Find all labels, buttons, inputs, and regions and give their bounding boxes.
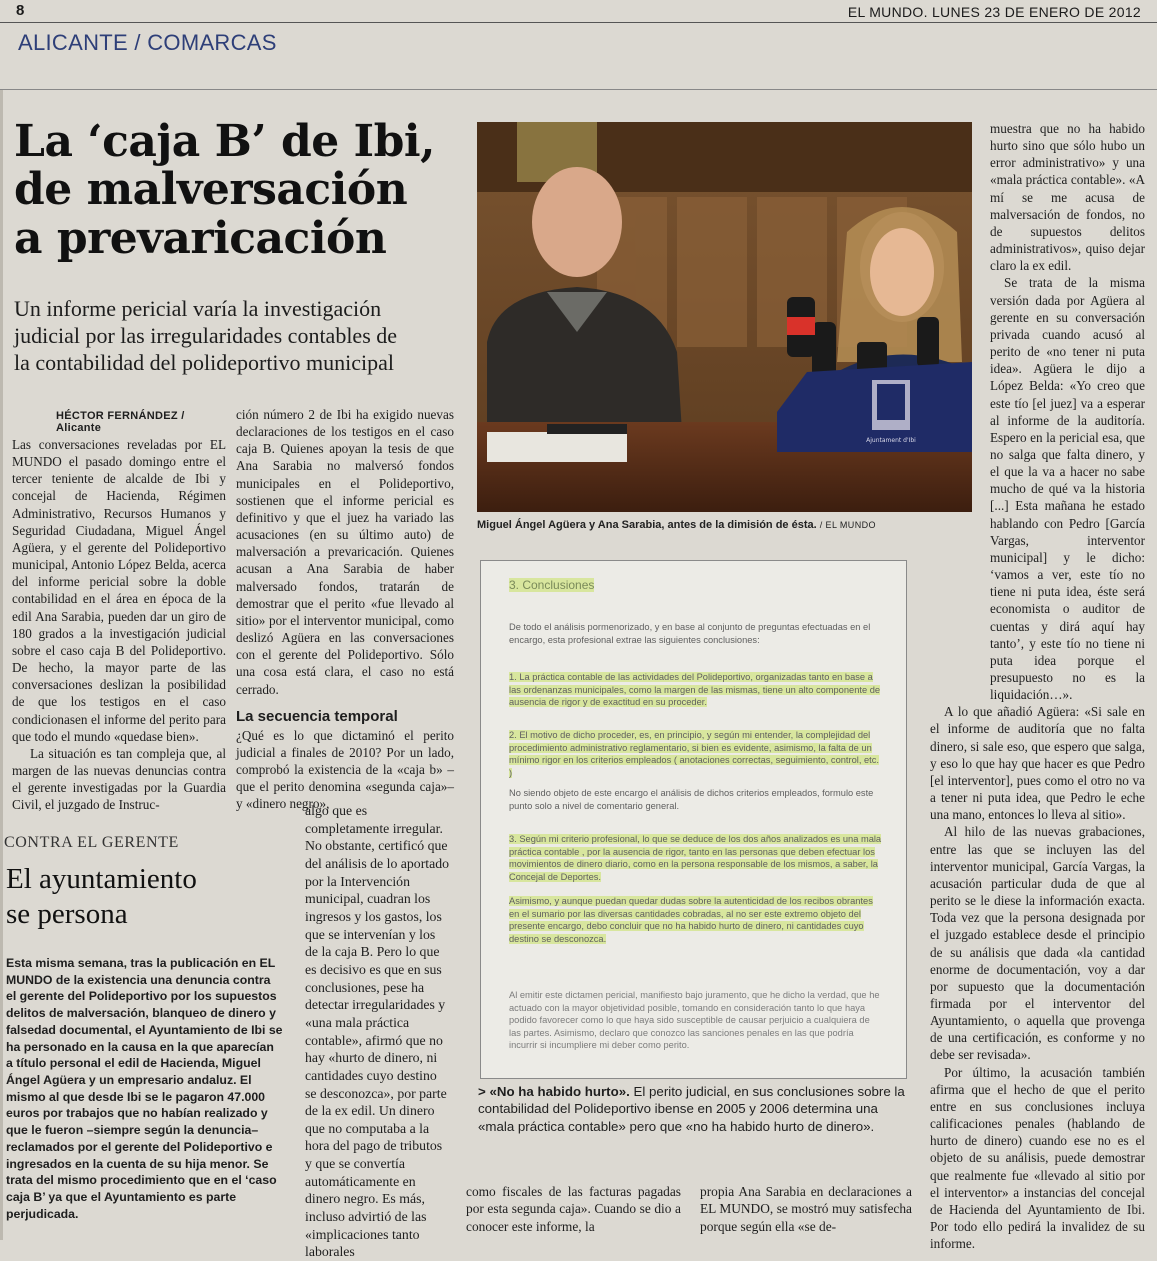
subheadline-line: judicial por las irregularidades contables de (14, 322, 398, 348)
subheadline-line: la contabilidad del polideportivo municipal (14, 349, 395, 375)
doc-item-1-text: 1. La práctica contable de las actividades del Polideportivo, organizadas tanto en base a las ordenanzas municipales, como la margen de las mismas, tiene un alto componente de ausencia de rigor y de exactitud en su proceder. (509, 672, 881, 708)
headline-line: La ‘caja B’ de Ibi, (14, 116, 435, 167)
sidebar-title-line: se persona (6, 897, 128, 930)
doc-intro: De todo el análisis pormenorizado, y en base al conjunto de preguntas efectuadas en el encargo, esta profesional extrae las siguientes conclusiones: (509, 622, 871, 645)
doc-item-3b-text: Asimismo, y aunque puedan quedar dudas sobre la autenticidad de los recibos obrantes en el sumario por las diversas cantidades cobradas, al no ser este extremo objeto del presente encargo, debo concluir que no ha habido hurto de dinero, ni cantidades cuyo destino se desconozca. (509, 896, 873, 944)
document-caption-text: El perito judicial, en sus conclusiones sobre la contabilidad del Polideportivo ibense en 2005 y 2006 determina una «mala práctica contable» pero que «no ha habido hurto de dinero». (478, 1084, 905, 1134)
doc-item-2b: No siendo objeto de este encargo el análisis de dichos criterios empleados, formulo este punto solo a nivel de comentario general. (509, 788, 874, 811)
paragraph: Por último, la acusación también afirma que el hecho de que el perito entre en sus conclusiones incluya calificaciones penales (hablando de hurto de dinero) cuando ese no es el objeto de su análisis, puede demostrar que realmente fue «llevado al sitio por el interventor» a instancias del concejal de Hacienda del Ayuntamiento de Ibi. Por todo ello pedirá la invalidez de su informe. (930, 1064, 1145, 1252)
paragraph: A lo que añadió Agüera: «Si sale en el informe de auditoría que no falta dinero, si sale eso, que espero que salga, y eso lo que hay que hacer es que Pedro [el interventor], pues como el otro no va a tener ni puta idea, que Pedro le eche una mano, entonces lo lleva al sitio». (930, 704, 1145, 823)
paragraph: Las conversaciones reveladas por EL MUNDO el pasado domingo entre el tercer teniente de alcalde de Ibi y concejal de Hacienda, Régimen Administrativo, Recursos Humanos y Seguridad Ciudadana, Miguel Ángel Agüera, y el gerente del Polideportivo municipal, Antonio López Belda, acerca del informe pericial sobre la doble contabilidad en el área en época de la edil Ana Sarabia, pueden dar un giro de 180 grados a la investigación judicial sobre el caso caja B del Polideportivo. De hecho, la mayor parte de las conversaciones deslizan la posibilidad de que los testigos en el caso condicionasen el informe del perito para que todo el mundo «quedase bien». (12, 437, 226, 744)
doc-item-2 (509, 729, 884, 779)
sidebar-title (6, 862, 256, 932)
dateline: EL MUNDO. LUNES 23 DE ENERO DE 2012 (847, 4, 1141, 20)
subheadline (14, 296, 469, 376)
scanned-report-excerpt (480, 560, 907, 1079)
document-caption-lead: > «No ha habido hurto». (478, 1084, 630, 1099)
doc-heading (509, 577, 884, 593)
photo-caption (477, 519, 972, 531)
doc-item-3b (509, 895, 884, 945)
doc-closing: Al emitir este dictamen pericial, manifiesto bajo juramento, que he dicho la verdad, que he actuado con la mayor objetividad posible, tomando en consideración tanto lo que haya podido favorecer como lo que haya sido susceptible de causar perjuicio a cualquiera de las partes. Asimismo, declaro que conozco las sanciones penales en las que podría incurrir si incumpliere mi deber como perito. (509, 990, 880, 1051)
doc-item-2-text: 2. El motivo de dicho proceder, es, en principio, y según mi entender, la complejidad del procedimiento administrativo reglamentario, si bien es evidente, asimismo, la falta de un mínimo rigor en los criterios empleados ( anotaciones correctas, seguimiento, control, etc. ) (509, 730, 879, 778)
sidebar-title-line: El ayuntamiento (6, 863, 197, 895)
caption-text: Miguel Ángel Agüera y Ana Sarabia, antes de la dimisión de ésta. (477, 519, 817, 531)
photo-illustration (477, 122, 972, 512)
article-column-1 (12, 410, 226, 813)
paragraph: ción número 2 de Ibi ha exigido nuevas declaraciones de los testigos en el caso caja B. Quienes apoyan la tesis de que Ana Sarabia no malversó fondos municipales en el Polideportivo, sostienen que el informe pericial es definitivo y que el juez ha variado las acusaciones (en su último auto) de malversación a prevaricación. Quienes acusan a Ana Sarabia de haber malversado fondos, tratarán de demostrar que el perito «fue llevado al sitio» por el interventor municipal, como deslizó Agüera en las conversaciones con el gerente del Polideportivo. Sólo una cosa está clara, el caso no está cerrado. (236, 407, 454, 697)
header-rule (0, 22, 1157, 23)
photo-credit: / EL MUNDO (819, 520, 876, 530)
page-number: 8 (16, 2, 25, 19)
sidebar-kicker: CONTRA EL GERENTE (4, 834, 179, 851)
section-title: ALICANTE / COMARCAS (18, 30, 277, 55)
paragraph: La situación es tan compleja que, al margen de las nuevas denuncias contra el gerente investigadas por la Guardia Civil, el juzgado de Instruc- (12, 745, 226, 813)
section-rule (0, 89, 1157, 90)
doc-heading-text: 3. Conclusiones (509, 578, 595, 592)
page-edge (0, 90, 3, 1240)
subheadline-line: Un informe pericial varía la investigación (14, 296, 382, 321)
press-conference-photo (477, 122, 972, 512)
headline-line: a prevaricación (14, 212, 387, 264)
article-right-column (930, 120, 1145, 1252)
article-bottom-col-4: propia Ana Sarabia en declaraciones a EL MUNDO, se mostró muy satisfecha porque según ella «se de- (700, 1184, 912, 1234)
article-column-2-narrow: algo que es completamente irregular. No obstante, certificó que del análisis de lo aportado por la Intervención municipal, cuadran los ingresos y los gastos, los que se intervenían y los de la caja B. Pero lo que es decisivo es que en sus conclusiones, pese ha detectar irregularidades y «una mala práctica contable», afirmó que no hay «hurto de dinero, ni cantidades cuyo destino se desconozca», por parte de la ex edil. Un dinero que no computaba a la hora del pago de tributos y que se convertía automáticamente en dinero negro. Es más, incluso advirtió de las «implicaciones tanto laborales (305, 803, 450, 1260)
doc-item-1 (509, 671, 884, 709)
byline: HÉCTOR FERNÁNDEZ / Alicante (56, 410, 185, 434)
paragraph: Al hilo de las nuevas grabaciones, entre las que se incluyen las del interventor municipal, García Vargas, la acusación particular duda de que al perito se le diese la información exacta. Toda vez que la persona designada por el juzgado establece desde el principio de su análisis que dada «la cantidad enorme de documentación, voy a dar por supuesto que la documentación firmada por el interventor del Ayuntamiento, o aquella que provenga de una certificación, es conforme y no debe ser revisada». (930, 824, 1145, 1063)
plaque-text: Ajuntament d'Ibi (866, 437, 916, 444)
doc-item-3-text: 3. Según mi criterio profesional, lo que se deduce de los dos años analizados es una mala práctica contable , por la ausencia de rigor, tanto en las personas que deben efectuar los movimientos de dinero diario, como en la persona responsable de los mismos, a saber, la Concejal de Deportes. (509, 834, 882, 882)
article-column-2 (236, 406, 454, 812)
paragraph: Se trata de la misma versión dada por Agüera al gerente en su conversación privada cuando acusó al perito de «no tener ni puta idea». Agüera le dijo a López Belda: «Yo creo que este tío [el juez] va a esperar al informe de la auditoría. Espero en la pericial esa, que no salga que falta dinero, y el que la va a hacer no sabe mucho de qué va la historia [...] Esta mañana he estado hablando con Pedro [García Vargas, interventor municipal] y le dicho: ‘vamos a ver, este tío no tiene ni puta idea, éste será economista o auditor de cuentas y dirá aquí hay tanto’, y este tío no tiene ni puta idea porque el presupuesto no es la liquidación…». (990, 275, 1145, 703)
article-bottom-col-3: como fiscales de las facturas pagadas por esta segunda caja». Cuando se dio a conocer este informe, la (466, 1184, 681, 1234)
paragraph: ¿Qué es lo que dictaminó el perito judicial a finales de 2010? Por un lado, comprobó la existencia de la «caja b» –que el perito denomina «segunda caja»– y «dinero negro», (236, 727, 454, 812)
doc-item-3 (509, 833, 884, 883)
subsection-heading: La secuencia temporal (236, 707, 398, 725)
paragraph: muestra que no ha habido hurto sino que sólo hubo un error administrativo» y una «mala práctica contable». «A mí se me acusa de malversación de fondos, no de supuestos delitos administrativos», quiso dejar claro la ex edil. (990, 121, 1145, 274)
headline (14, 118, 474, 263)
document-caption (478, 1083, 908, 1135)
headline-line: de malversación (14, 164, 408, 216)
sidebar-body: Esta misma semana, tras la publicación en EL MUNDO de la existencia una denuncia contra el gerente del Polideportivo por los supuestos delitos de malversación, blanqueo de dinero y falsedad documental, el Ayuntamiento de Ibi se ha personado en la causa en la que aparecían a título personal el edil de Hacienda, Miguel Ángel Agüera y un empresario andaluz. El mismo al que desde Ibi se le pagaron 47.000 euros por trabajos que no habían realizado y que le fueron –siempre según la denuncia– reclamados por el gerente del Polideportivo e ingresados en la cuenta de su hija menor. Se trata del mismo procedimiento que en el ‘caso caja B’ ya que el Ayuntamiento es parte perjudicada. (6, 956, 283, 1221)
